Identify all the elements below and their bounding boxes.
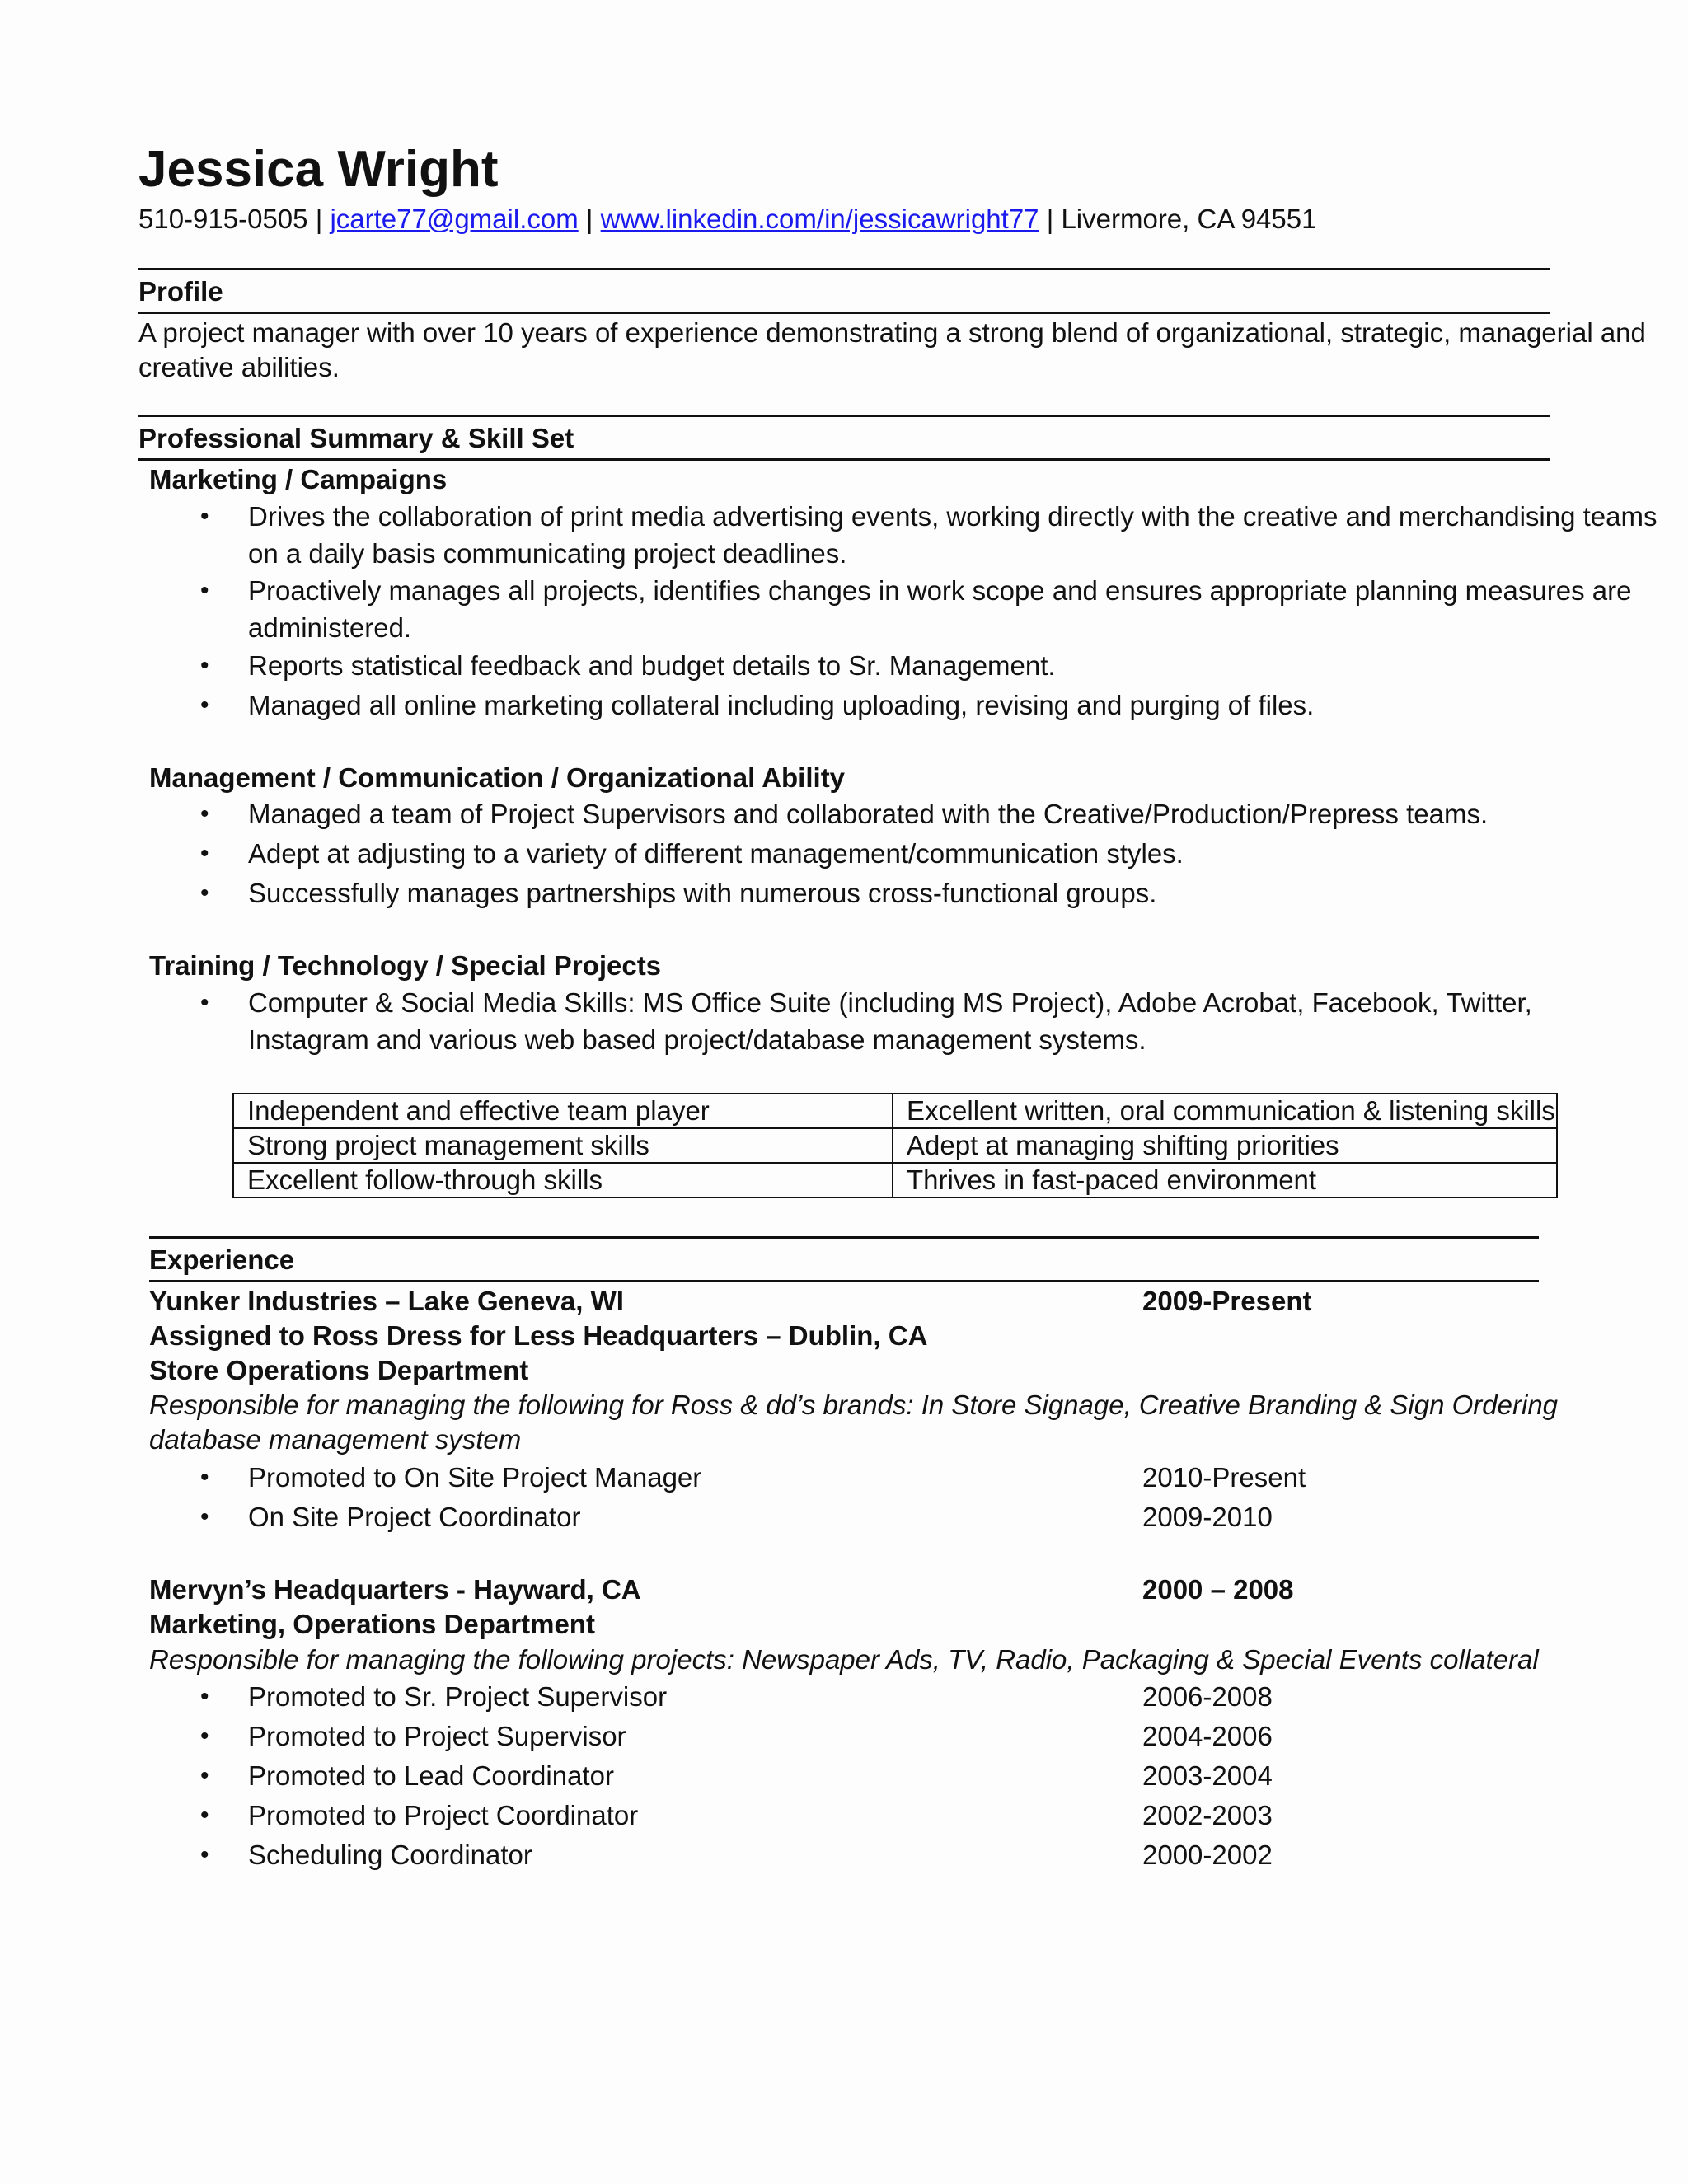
summary-heading: Professional Summary & Skill Set bbox=[138, 423, 574, 453]
list-item: administered. bbox=[248, 612, 412, 643]
table-cell: Independent and effective team player bbox=[233, 1094, 893, 1128]
table-cell: Adept at managing shifting priorities bbox=[893, 1128, 1557, 1163]
section-rule bbox=[138, 312, 1550, 314]
job-company: Mervyn’s Headquarters - Hayward, CA bbox=[149, 1574, 641, 1605]
section-rule bbox=[138, 415, 1550, 417]
table-row bbox=[233, 1094, 1557, 1128]
role-title: Promoted to Lead Coordinator bbox=[248, 1760, 614, 1791]
section-rule bbox=[138, 458, 1550, 461]
bullet-icon: • bbox=[200, 840, 209, 867]
section-rule bbox=[149, 1280, 1539, 1282]
table-cell: Excellent written, oral communication & listening skills bbox=[893, 1094, 1557, 1128]
list-item: Managed a team of Project Supervisors and collaborated with the Creative/Production/Prepress teams. bbox=[248, 799, 1489, 829]
table-cell: Thrives in fast-paced environment bbox=[893, 1163, 1557, 1197]
list-item: Managed all online marketing collateral including uploading, revising and purging of files. bbox=[248, 690, 1315, 720]
job-department: Marketing, Operations Department bbox=[149, 1609, 595, 1639]
role-dates: 2004-2006 bbox=[1142, 1721, 1273, 1751]
role-title: Promoted to Sr. Project Supervisor bbox=[248, 1681, 668, 1712]
bullet-icon: • bbox=[200, 1683, 209, 1710]
role-title: On Site Project Coordinator bbox=[248, 1502, 581, 1532]
role-dates: 2003-2004 bbox=[1142, 1760, 1273, 1791]
job-assignment: Assigned to Ross Dress for Less Headquarters – Dublin, CA bbox=[149, 1320, 928, 1351]
role-dates: 2006-2008 bbox=[1142, 1681, 1273, 1712]
contact-line bbox=[138, 203, 1316, 236]
management-subheading: Management / Communication / Organizational Ability bbox=[149, 762, 846, 793]
bullet-icon: • bbox=[200, 1503, 209, 1530]
list-item: on a daily basis communicating project deadlines. bbox=[248, 538, 847, 569]
profile-heading: Profile bbox=[138, 276, 223, 307]
list-item: Adept at adjusting to a variety of different management/communication styles. bbox=[248, 838, 1184, 869]
section-rule bbox=[138, 268, 1550, 270]
role-dates: 2009-2010 bbox=[1142, 1502, 1273, 1532]
bullet-icon: • bbox=[200, 1762, 209, 1789]
profile-text-line: creative abilities. bbox=[138, 352, 340, 382]
job-dates: 2009-Present bbox=[1142, 1286, 1312, 1316]
bullet-icon: • bbox=[200, 652, 209, 679]
experience-heading: Experience bbox=[149, 1244, 295, 1275]
skills-table bbox=[232, 1093, 1558, 1198]
role-title: Promoted to Project Coordinator bbox=[248, 1800, 639, 1830]
job-description: database management system bbox=[149, 1424, 522, 1455]
bullet-icon: • bbox=[200, 1722, 209, 1750]
bullet-icon: • bbox=[200, 691, 209, 719]
role-dates: 2000-2002 bbox=[1142, 1840, 1273, 1870]
list-item: Instagram and various web based project/database management systems. bbox=[248, 1024, 1146, 1055]
table-cell: Excellent follow-through skills bbox=[233, 1163, 893, 1197]
list-item: Drives the collaboration of print media advertising events, working directly with the creative and merchandising teams bbox=[248, 501, 1658, 532]
email-link[interactable]: jcarte77@gmail.com bbox=[330, 204, 579, 234]
bullet-icon: • bbox=[200, 879, 209, 907]
table-row bbox=[233, 1163, 1557, 1197]
marketing-subheading: Marketing / Campaigns bbox=[149, 464, 448, 494]
role-title: Promoted to On Site Project Manager bbox=[248, 1462, 702, 1493]
profile-text-line: A project manager with over 10 years of experience demonstrating a strong blend of organizational, strategic, managerial and bbox=[138, 317, 1646, 348]
list-item: Successfully manages partnerships with numerous cross-functional groups. bbox=[248, 878, 1157, 908]
section-rule bbox=[149, 1236, 1539, 1239]
linkedin-link[interactable]: www.linkedin.com/in/jessicawright77 bbox=[600, 204, 1039, 234]
role-title: Promoted to Project Supervisor bbox=[248, 1721, 626, 1751]
job-description: Responsible for managing the following for Ross & dd’s brands: In Store Signage, Creative Branding & Sign Ordering bbox=[149, 1390, 1559, 1420]
phone-number: 510-915-0505 bbox=[138, 204, 308, 234]
bullet-icon: • bbox=[200, 1464, 209, 1491]
list-item: Reports statistical feedback and budget details to Sr. Management. bbox=[248, 650, 1056, 681]
separator: | bbox=[1046, 204, 1054, 234]
separator: | bbox=[585, 204, 593, 234]
list-item: Proactively manages all projects, identifies changes in work scope and ensures appropriate planning measures are bbox=[248, 575, 1632, 606]
job-description: Responsible for managing the following projects: Newspaper Ads, TV, Radio, Packaging & Special Events collateral bbox=[149, 1644, 1539, 1675]
job-dates: 2000 – 2008 bbox=[1142, 1574, 1294, 1605]
role-dates: 2002-2003 bbox=[1142, 1800, 1273, 1830]
location: Livermore, CA 94551 bbox=[1061, 204, 1317, 234]
table-cell: Strong project management skills bbox=[233, 1128, 893, 1163]
list-item: Computer & Social Media Skills: MS Office Suite (including MS Project), Adobe Acrobat, Facebook, Twitter, bbox=[248, 987, 1532, 1018]
bullet-icon: • bbox=[200, 1802, 209, 1829]
bullet-icon: • bbox=[200, 989, 209, 1016]
table-row bbox=[233, 1128, 1557, 1163]
bullet-icon: • bbox=[200, 503, 209, 530]
bullet-icon: • bbox=[200, 577, 209, 604]
candidate-name: Jessica Wright bbox=[138, 141, 499, 198]
training-subheading: Training / Technology / Special Projects bbox=[149, 950, 662, 981]
bullet-icon: • bbox=[200, 800, 209, 827]
role-dates: 2010-Present bbox=[1142, 1462, 1306, 1493]
separator: | bbox=[315, 204, 323, 234]
job-department: Store Operations Department bbox=[149, 1355, 529, 1385]
job-company: Yunker Industries – Lake Geneva, WI bbox=[149, 1286, 624, 1316]
bullet-icon: • bbox=[200, 1841, 209, 1868]
role-title: Scheduling Coordinator bbox=[248, 1840, 532, 1870]
